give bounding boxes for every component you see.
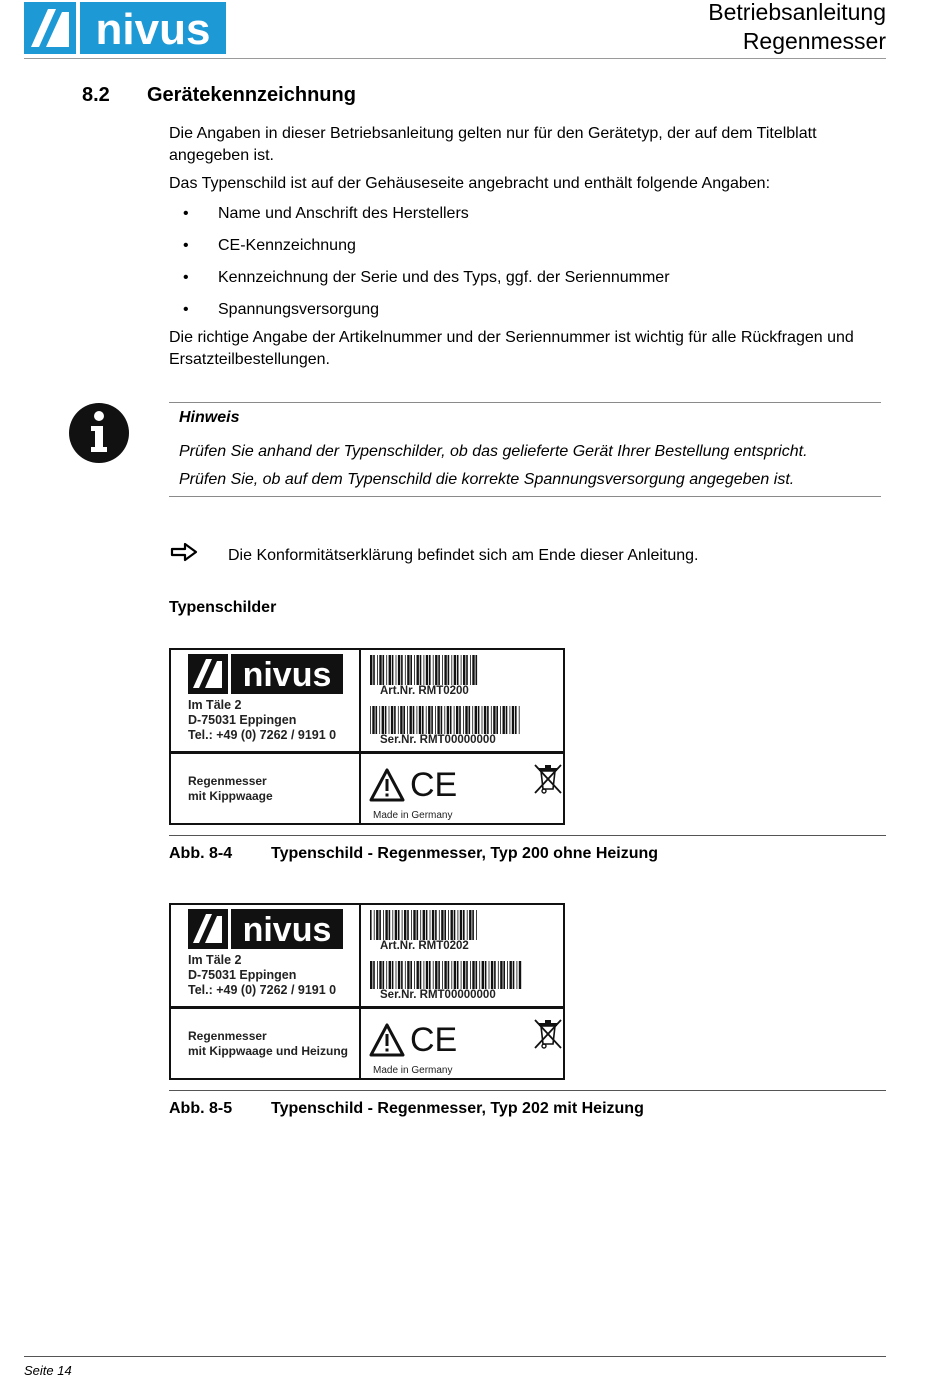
- svg-text:CE: CE: [410, 1021, 458, 1059]
- article-barcode: [370, 655, 480, 685]
- bullet-item: Spannungsversorgung: [218, 301, 380, 318]
- svg-text:CE: CE: [410, 766, 458, 804]
- note-top-rule: [169, 402, 881, 403]
- svg-text:nivus: nivus: [95, 5, 211, 54]
- document-title-line2: Regenmesser: [742, 28, 886, 54]
- paragraph-article-number: Die richtige Angabe der Artikelnummer und der Seriennummer ist wichtig für alle Rückfragen und Ersatzteilbestellungen.: [169, 329, 854, 368]
- subheading-typeplates: Typenschilder: [169, 599, 277, 616]
- figure-number: Abb. 8-4: [169, 845, 233, 862]
- ce-mark: [409, 765, 458, 804]
- warning-triangle-icon: [369, 768, 405, 802]
- warning-triangle-icon: [369, 1023, 405, 1057]
- note-bottom-rule: [169, 496, 881, 497]
- serial-number: Ser.Nr. RMT00000000: [380, 989, 496, 1001]
- caption-rule: [169, 1090, 886, 1091]
- weee-bin-icon: [533, 1017, 563, 1051]
- bullet-item: CE-Kennzeichnung: [218, 237, 356, 254]
- manufacturer-address: Im Täle 2 D-75031 Eppingen Tel.: +49 (0) 7262 / 9191 0: [188, 953, 337, 997]
- product-name: Regenmesser mit Kippwaage: [188, 774, 273, 803]
- figure-number: Abb. 8-5: [169, 1100, 233, 1117]
- bullet-item: Name und Anschrift des Herstellers: [218, 205, 469, 222]
- made-in-label: Made in Germany: [373, 1065, 453, 1076]
- svg-text:®: ®: [216, 2, 222, 11]
- serial-number: Ser.Nr. RMT00000000: [380, 734, 496, 746]
- figure-caption: Typenschild - Regenmesser, Typ 200 ohne Heizung: [271, 845, 659, 862]
- svg-text:nivus: nivus: [242, 656, 332, 694]
- bullet-marker: •: [183, 205, 189, 222]
- info-icon: [68, 402, 130, 464]
- bullet-marker: •: [183, 269, 189, 286]
- nivus-logo: [24, 0, 228, 56]
- header-divider: [24, 58, 886, 59]
- article-number: Art.Nr. RMT0202: [380, 940, 469, 952]
- note-heading: Hinweis: [179, 409, 240, 426]
- arrow-right-icon: [170, 541, 198, 563]
- serial-barcode: [370, 706, 522, 734]
- weee-bin-icon: [533, 762, 563, 796]
- note-line: Prüfen Sie anhand der Typenschilder, ob das gelieferte Gerät Ihrer Bestellung entspricht.: [179, 443, 808, 460]
- page-number: Seite 14: [24, 1363, 72, 1378]
- serial-barcode: [370, 961, 522, 989]
- typeplate-200: [169, 648, 565, 825]
- made-in-label: Made in Germany: [373, 810, 453, 821]
- bullet-item: Kennzeichnung der Serie und des Typs, ggf. der Seriennummer: [218, 269, 670, 286]
- paragraph-typeplate: Das Typenschild ist auf der Gehäuseseite angebracht und enthält folgende Angaben:: [169, 175, 771, 192]
- document-title: [708, 0, 886, 56]
- section-number: 8.2: [82, 84, 110, 106]
- svg-text:nivus: nivus: [242, 911, 332, 949]
- note-line: Prüfen Sie, ob auf dem Typenschild die korrekte Spannungsversorgung angegeben ist.: [179, 471, 795, 488]
- figure-caption: Typenschild - Regenmesser, Typ 202 mit Heizung: [271, 1100, 644, 1117]
- paragraph-intro: Die Angaben in dieser Betriebsanleitung gelten nur für den Gerätetyp, der auf dem Titelblatt angegeben ist.: [169, 125, 817, 164]
- product-name: Regenmesser mit Kippwaage und Heizung: [188, 1029, 349, 1058]
- section-title: Gerätekennzeichnung: [147, 84, 356, 106]
- caption-rule: [169, 835, 886, 836]
- nivus-logo: [188, 907, 344, 951]
- typeplate-202: [169, 903, 565, 1080]
- article-barcode: [370, 910, 480, 940]
- article-number: Art.Nr. RMT0200: [380, 685, 469, 697]
- nivus-logo: [188, 652, 344, 696]
- ce-mark: [409, 1020, 458, 1059]
- footer-divider: [24, 1356, 886, 1357]
- bullet-marker: •: [183, 301, 189, 318]
- bullet-marker: •: [183, 237, 189, 254]
- document-title-line1: Betriebsanleitung: [708, 0, 886, 25]
- manufacturer-address: Im Täle 2 D-75031 Eppingen Tel.: +49 (0) 7262 / 9191 0: [188, 698, 337, 742]
- conformity-note: Die Konformitätserklärung befindet sich am Ende dieser Anleitung.: [228, 547, 699, 564]
